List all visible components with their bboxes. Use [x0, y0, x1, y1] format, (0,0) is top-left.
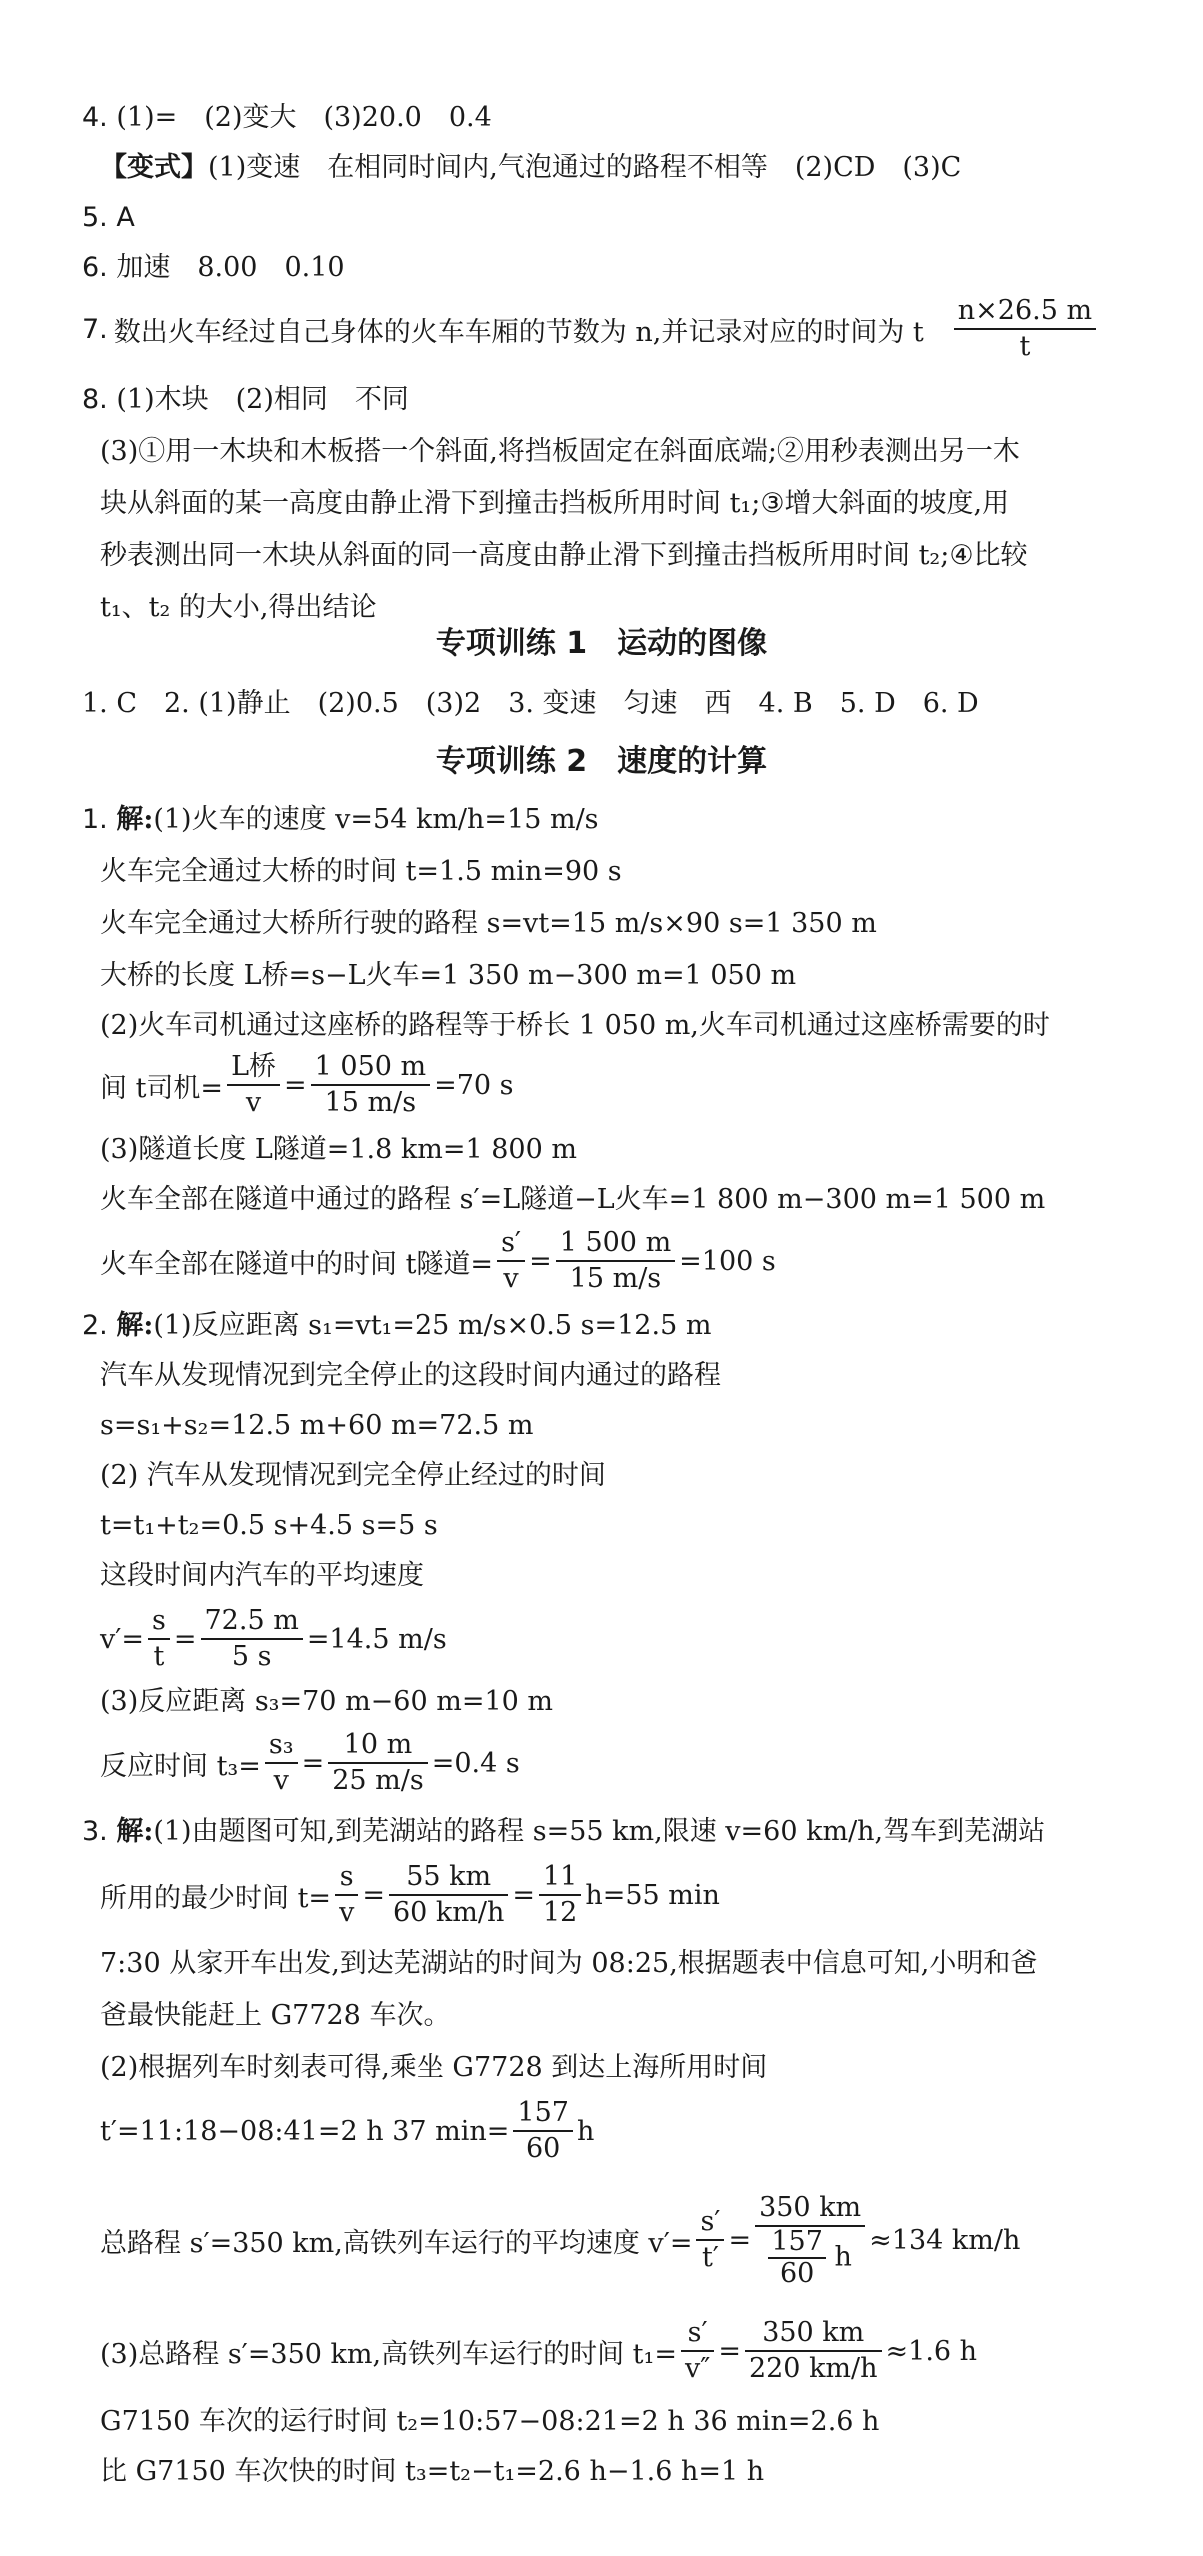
- p3-line-10: 比 G7150 车次快的时间 t₃=t₂−t₁=2.6 h−1.6 h=1 h: [100, 2456, 765, 2487]
- p2-line-3: s=s₁+s₂=12.5 m+60 m=72.5 m: [100, 1410, 534, 1441]
- p1-line-3: 火车完全通过大桥所行驶的路程 s=vt=15 m/s×90 s=1 350 m: [100, 908, 877, 939]
- fraction-numerator: s₃: [265, 1728, 298, 1764]
- equals-sign: =: [301, 1747, 325, 1779]
- p1-text-1: (1)火车的速度 v=54 km/h=15 m/s: [153, 804, 599, 835]
- p3-line-2: [100, 1856, 720, 1934]
- equals-sign: =: [718, 2335, 741, 2367]
- fraction-numerator: s′: [681, 2316, 714, 2352]
- p3-line-6-fraction: [513, 2096, 573, 2166]
- fraction-denominator: v: [503, 1263, 519, 1294]
- inner-fraction: [768, 2227, 826, 2289]
- fraction-denominator: v″: [684, 2353, 711, 2384]
- p1-line-6: [100, 1046, 514, 1124]
- p3-line-2-fraction-3: [539, 1860, 581, 1930]
- p1-line-1: [82, 800, 599, 840]
- p2-line-8: (3)反应距离 s₃=70 m−60 m=10 m: [100, 1686, 554, 1717]
- fraction-numerator: s′: [696, 2205, 724, 2241]
- p1-number: 1.: [82, 804, 108, 835]
- q8-line-1: [82, 380, 409, 420]
- q7-fraction-denominator: t: [1019, 331, 1031, 362]
- p2-line-6: 这段时间内汽车的平均速度: [100, 1560, 424, 1591]
- fraction-numerator: s′: [497, 1226, 525, 1262]
- p2-line-4: (2) 汽车从发现情况到完全停止经过的时间: [100, 1460, 606, 1491]
- fraction-denominator: t′: [701, 2242, 719, 2273]
- fraction-numerator: 72.5 m: [201, 1604, 303, 1640]
- fraction-denominator: v: [339, 1897, 355, 1928]
- p1-line-9-fraction-1: [497, 1226, 525, 1296]
- p1-line-8: 火车全部在隧道中通过的路程 s′=L隧道−L火车=1 800 m−300 m=1 500 m: [100, 1184, 1046, 1215]
- p1-jie: 解:: [116, 804, 154, 835]
- fraction-numerator: 11: [539, 1860, 581, 1896]
- p2-text-1: (1)反应距离 s₁=vt₁=25 m/s×0.5 s=12.5 m: [153, 1310, 712, 1341]
- p1-line-6-post: =70 s: [434, 1069, 514, 1101]
- fraction-numerator: 10 m: [328, 1728, 428, 1764]
- p3-line-2-fraction-1: [335, 1860, 358, 1930]
- p2-line-7-fraction-2: [201, 1604, 303, 1674]
- p1-line-6-pre: 间 t司机=: [100, 1072, 224, 1104]
- p3-line-3: 7:30 从家开车出发,到达芜湖站的时间为 08:25,根据题表中信息可知,小明和爸: [100, 1948, 1038, 1979]
- fraction-denominator: 60 km/h: [392, 1897, 505, 1928]
- section-1-answers: 1. C 2. (1)静止 (2)0.5 (3)2 3. 变速 匀速 西 4. B 5. D 6. D: [82, 688, 979, 719]
- fraction-numerator: L桥: [227, 1050, 280, 1086]
- p2-line-9-fraction-2: [328, 1728, 428, 1798]
- p3-line-5: (2)根据列车时刻表可得,乘坐 G7728 到达上海所用时间: [100, 2052, 768, 2083]
- q8-number: 8.: [82, 384, 108, 415]
- variant-tag: 【变式】: [100, 152, 208, 183]
- q4-answer: (1)= (2)变大 (3)20.0 0.4: [116, 102, 492, 133]
- inner-fraction-denominator: 60: [779, 2258, 815, 2289]
- equals-sign: =: [728, 2224, 752, 2256]
- q5-answer: A: [116, 202, 135, 233]
- p3-line-8-fraction-2: [745, 2316, 882, 2386]
- p1-line-9: [100, 1222, 776, 1300]
- fraction-denominator-compound: [755, 2227, 865, 2289]
- p3-line-7-post: ≈134 km/h: [869, 2224, 1021, 2256]
- equals-sign: =: [284, 1069, 307, 1101]
- p2-line-9-pre: 反应时间 t₃=: [100, 1750, 261, 1782]
- q7-answer: 数出火车经过自己身体的火车车厢的节数为 n,并记录对应的时间为 t: [113, 316, 924, 348]
- p1-line-6-fraction-1: [227, 1050, 280, 1120]
- fraction-numerator: 55 km: [389, 1860, 508, 1896]
- fraction-numerator: 350 km: [755, 2191, 865, 2227]
- p3-line-2-pre: 所用的最少时间 t=: [100, 1882, 332, 1914]
- p2-line-9-fraction-1: [265, 1728, 298, 1798]
- p1-line-6-fraction-2: [311, 1050, 430, 1120]
- p3-line-6-post: h: [576, 2115, 595, 2147]
- fraction-numerator: s: [148, 1604, 170, 1640]
- p3-line-7: [100, 2180, 1020, 2300]
- p3-text-1: (1)由题图可知,到芜湖站的路程 s=55 km,限速 v=60 km/h,驾车到芜湖站: [153, 1816, 1046, 1847]
- p3-line-7-fraction-1: [696, 2205, 724, 2275]
- q4-number: 4.: [82, 102, 108, 133]
- equals-sign: =: [512, 1879, 535, 1911]
- fraction-denominator: 5 s: [231, 1641, 272, 1672]
- q6-line: [82, 248, 345, 288]
- p3-line-6: [100, 2092, 594, 2170]
- q4-variant-line: [100, 148, 961, 188]
- q8-line-2: (3)①用一木块和木板搭一个斜面,将挡板固定在斜面底端;②用秒表测出另一木: [100, 436, 1020, 467]
- p3-line-7-pre: 总路程 s′=350 km,高铁列车运行的平均速度 v′=: [100, 2227, 693, 2259]
- fraction-denominator: 12: [542, 1897, 578, 1928]
- p2-number: 2.: [82, 1310, 108, 1341]
- fraction-denominator: 25 m/s: [332, 1765, 424, 1796]
- q8-line-3: 块从斜面的某一高度由静止滑下到撞击挡板所用时间 t₁;③增大斜面的坡度,用: [100, 488, 1010, 519]
- p2-line-1: [82, 1306, 711, 1346]
- p3-line-8: [100, 2312, 977, 2390]
- q8-line-5: t₁、t₂ 的大小,得出结论: [100, 592, 377, 623]
- q7-number: 7.: [82, 313, 108, 345]
- q8-answer-1: (1)木块 (2)相同 不同: [116, 384, 409, 415]
- p3-line-6-pre: t′=11:18−08:41=2 h 37 min=: [100, 2115, 510, 2147]
- q7-line: [82, 294, 1100, 364]
- q7-fraction-numerator: n×26.5 m: [954, 294, 1096, 330]
- p2-line-2: 汽车从发现情况到完全停止的这段时间内通过的路程: [100, 1360, 721, 1391]
- p3-line-2-post: h=55 min: [585, 1879, 720, 1911]
- p2-line-7-pre: v′=: [100, 1623, 145, 1655]
- q6-answer: 加速 8.00 0.10: [116, 252, 345, 283]
- p3-number: 3.: [82, 1816, 108, 1847]
- fraction-denominator: v: [245, 1087, 262, 1118]
- p2-line-7: [100, 1600, 447, 1678]
- p2-line-9: [100, 1724, 520, 1802]
- q5-number: 5.: [82, 202, 108, 233]
- p3-line-9: G7150 车次的运行时间 t₂=10:57−08:21=2 h 36 min=2.6 h: [100, 2406, 880, 2437]
- q5-line: [82, 198, 135, 238]
- fraction-denominator: 220 km/h: [748, 2353, 878, 2384]
- fraction-denominator: v: [273, 1765, 289, 1796]
- p3-line-8-post: ≈1.6 h: [885, 2335, 978, 2367]
- variant-answer: (1)变速 在相同时间内,气泡通过的路程不相等 (2)CD (3)C: [208, 152, 962, 183]
- p3-line-8-pre: (3)总路程 s′=350 km,高铁列车运行的时间 t₁=: [100, 2338, 677, 2370]
- fraction-numerator: 350 km: [745, 2316, 882, 2352]
- p2-line-7-post: =14.5 m/s: [306, 1623, 447, 1655]
- p2-line-7-fraction-1: [148, 1604, 170, 1674]
- fraction-denominator: 15 m/s: [569, 1263, 662, 1294]
- q4-line: [82, 98, 492, 138]
- fraction-numerator: 1 500 m: [556, 1226, 675, 1262]
- fraction-denominator: 15 m/s: [324, 1087, 417, 1118]
- fraction-numerator: 1 050 m: [311, 1050, 430, 1086]
- section-2-title: 专项训练 2 速度的计算: [435, 744, 768, 779]
- inner-fraction-numerator: 157: [768, 2227, 826, 2259]
- q8-line-4: 秒表测出同一木块从斜面的同一高度由静止滑下到撞击挡板所用时间 t₂;④比较: [100, 540, 1028, 571]
- fraction-denominator: t: [153, 1641, 165, 1672]
- p1-line-4: 大桥的长度 L桥=s−L火车=1 350 m−300 m=1 050 m: [100, 960, 797, 991]
- p2-line-5: t=t₁+t₂=0.5 s+4.5 s=5 s: [100, 1510, 438, 1541]
- q6-number: 6.: [82, 252, 108, 283]
- equals-sign: =: [173, 1623, 197, 1655]
- p1-line-5: (2)火车司机通过这座桥的路程等于桥长 1 050 m,火车司机通过这座桥需要的时: [100, 1010, 1050, 1041]
- fraction-numerator: 157: [513, 2096, 573, 2132]
- p3-jie: 解:: [116, 1816, 154, 1847]
- fraction-numerator: s: [335, 1860, 358, 1896]
- p1-line-9-pre: 火车全部在隧道中的时间 t隧道=: [100, 1248, 494, 1280]
- p1-line-2: 火车完全通过大桥的时间 t=1.5 min=90 s: [100, 856, 622, 887]
- equals-sign: =: [529, 1245, 552, 1277]
- equals-sign: =: [362, 1879, 385, 1911]
- p1-line-9-fraction-2: [556, 1226, 675, 1296]
- p1-line-7: (3)隧道长度 L隧道=1.8 km=1 800 m: [100, 1134, 577, 1165]
- p2-jie: 解:: [116, 1310, 154, 1341]
- p2-line-9-post: =0.4 s: [431, 1747, 520, 1779]
- p3-line-4: 爸最快能赶上 G7728 车次。: [100, 2000, 451, 2031]
- inner-fraction-unit: h: [834, 2241, 852, 2273]
- fraction-denominator: 60: [525, 2133, 561, 2164]
- q7-fraction: [954, 294, 1096, 364]
- p3-line-2-fraction-2: [389, 1860, 508, 1930]
- p1-line-9-post: =100 s: [679, 1245, 776, 1277]
- p3-line-7-fraction-2: [755, 2191, 865, 2289]
- p3-line-1: [82, 1812, 1045, 1852]
- section-1-title: 专项训练 1 运动的图像: [435, 626, 768, 661]
- p3-line-8-fraction-1: [681, 2316, 714, 2386]
